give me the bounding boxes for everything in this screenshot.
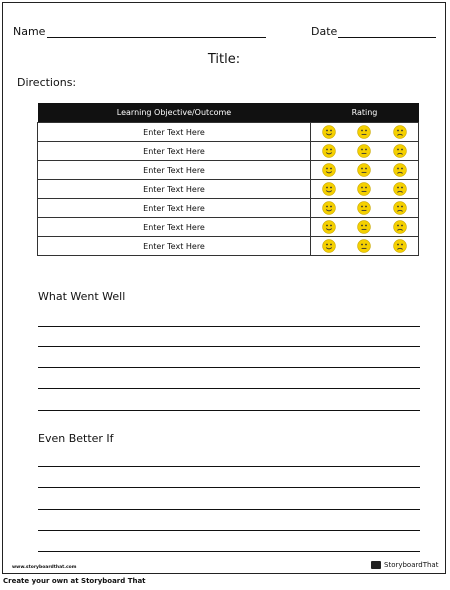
sad-face-icon[interactable] — [393, 144, 407, 158]
rating-cell — [311, 142, 419, 161]
table-row — [38, 161, 419, 180]
objective-cell[interactable]: Enter Text Here — [38, 218, 311, 237]
writing-line[interactable] — [38, 326, 420, 327]
rating-cell — [311, 123, 419, 142]
neutral-face-icon[interactable] — [357, 201, 371, 215]
happy-face-icon[interactable] — [322, 220, 336, 234]
neutral-face-icon[interactable] — [357, 144, 371, 158]
table-row — [38, 218, 419, 237]
sad-face-icon[interactable] — [393, 163, 407, 177]
objective-cell[interactable]: Enter Text Here — [38, 237, 311, 256]
writing-line[interactable] — [38, 388, 420, 389]
neutral-face-icon[interactable] — [357, 182, 371, 196]
name-label: Name — [13, 25, 46, 38]
rating-column-header: Rating — [311, 103, 419, 123]
objective-column-header: Learning Objective/Outcome — [38, 103, 311, 123]
writing-line[interactable] — [38, 509, 420, 510]
sad-face-icon[interactable] — [393, 201, 407, 215]
date-line[interactable] — [338, 37, 436, 38]
writing-line[interactable] — [38, 551, 420, 552]
brand-name: StoryboardThat — [384, 561, 439, 569]
writing-line[interactable] — [38, 410, 420, 411]
page-title: Title: — [207, 52, 241, 67]
worksheet-page — [2, 2, 446, 574]
table-row — [38, 199, 419, 218]
even-better-if-heading: Even Better If — [38, 432, 114, 445]
table-row — [38, 180, 419, 199]
sad-face-icon[interactable] — [393, 239, 407, 253]
storyboard-icon — [371, 561, 381, 569]
rating-cell — [311, 199, 419, 218]
sad-face-icon[interactable] — [393, 182, 407, 196]
neutral-face-icon[interactable] — [357, 125, 371, 139]
rating-cell — [311, 180, 419, 199]
happy-face-icon[interactable] — [322, 239, 336, 253]
happy-face-icon[interactable] — [322, 182, 336, 196]
rating-cell — [311, 218, 419, 237]
happy-face-icon[interactable] — [322, 163, 336, 177]
writing-line[interactable] — [38, 466, 420, 467]
neutral-face-icon[interactable] — [357, 239, 371, 253]
brand-logo — [371, 561, 438, 569]
rating-table — [37, 103, 419, 256]
what-went-well-heading: What Went Well — [38, 290, 126, 303]
date-label: Date — [311, 25, 338, 38]
directions-label: Directions: — [17, 76, 77, 89]
footer-url: www.storyboardthat.com — [12, 565, 77, 570]
rating-cell — [311, 161, 419, 180]
objective-cell[interactable]: Enter Text Here — [38, 161, 311, 180]
objective-cell[interactable]: Enter Text Here — [38, 199, 311, 218]
writing-line[interactable] — [38, 346, 420, 347]
table-row — [38, 237, 419, 256]
neutral-face-icon[interactable] — [357, 163, 371, 177]
objective-cell[interactable]: Enter Text Here — [38, 123, 311, 142]
page-caption: Create your own at Storyboard That — [3, 577, 146, 585]
objective-cell[interactable]: Enter Text Here — [38, 180, 311, 199]
objective-cell[interactable]: Enter Text Here — [38, 142, 311, 161]
writing-line[interactable] — [38, 530, 420, 531]
name-line[interactable] — [47, 37, 266, 38]
happy-face-icon[interactable] — [322, 125, 336, 139]
table-row — [38, 123, 419, 142]
happy-face-icon[interactable] — [322, 201, 336, 215]
writing-line[interactable] — [38, 367, 420, 368]
writing-line[interactable] — [38, 487, 420, 488]
sad-face-icon[interactable] — [393, 125, 407, 139]
happy-face-icon[interactable] — [322, 144, 336, 158]
sad-face-icon[interactable] — [393, 220, 407, 234]
rating-cell — [311, 237, 419, 256]
table-row — [38, 142, 419, 161]
neutral-face-icon[interactable] — [357, 220, 371, 234]
